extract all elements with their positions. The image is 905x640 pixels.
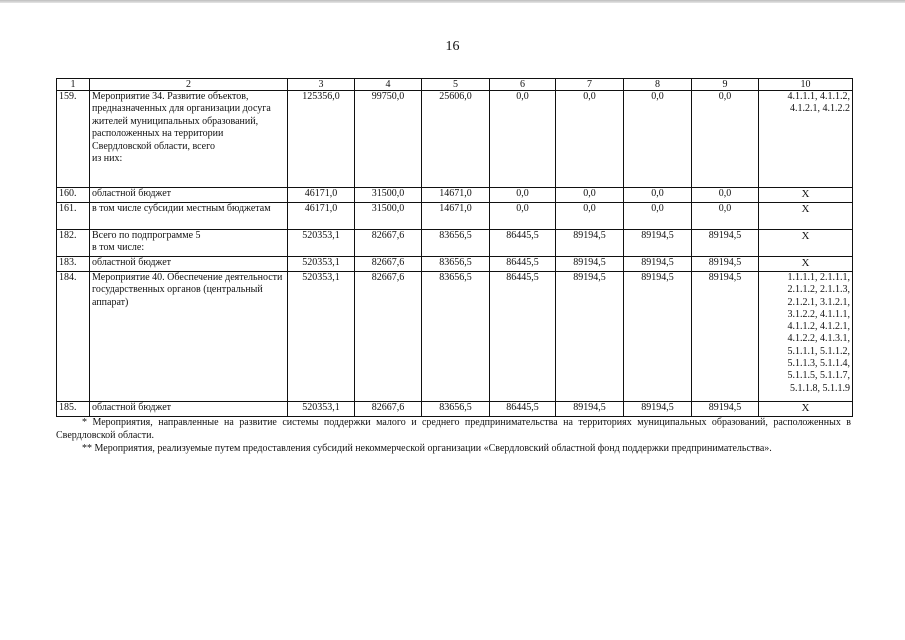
value-col-6: 0,0 [490, 203, 556, 230]
row-name: областной бюджет [90, 402, 288, 417]
value-col-6: 0,0 [490, 188, 556, 203]
column-header: 2 [90, 79, 288, 91]
header-row [57, 79, 853, 91]
column-header: 10 [759, 79, 853, 91]
row-index: 182. [57, 230, 90, 257]
value-col-7: 89194,5 [556, 230, 624, 257]
value-col-5: 83656,5 [422, 230, 490, 257]
column-header: 1 [57, 79, 90, 91]
value-col-4: 82667,6 [355, 230, 422, 257]
value-col-9: 0,0 [692, 188, 759, 203]
column-header: 6 [490, 79, 556, 91]
value-col-4: 99750,0 [355, 91, 422, 188]
budget-table [56, 78, 853, 417]
value-col-9: 89194,5 [692, 230, 759, 257]
table-row [57, 230, 853, 257]
row-index: 161. [57, 203, 90, 230]
value-col-8: 0,0 [624, 91, 692, 188]
footnotes [56, 417, 851, 456]
row-index: 184. [57, 272, 90, 402]
value-col-9: 0,0 [692, 91, 759, 188]
footnote-2: ** Мероприятия, реализуемые путем предоставления субсидий некоммерческой организации «Свердловский областной фонд поддержки предпринимательства». [82, 443, 772, 454]
table-body [57, 79, 853, 417]
row-index: 160. [57, 188, 90, 203]
target-indicator-codes: 4.1.1.1, 4.1.1.2, 4.1.2.1, 4.1.2.2 [759, 91, 853, 188]
target-indicator-codes: X [759, 230, 853, 257]
value-col-9: 0,0 [692, 203, 759, 230]
target-indicator-codes: 1.1.1.1, 2.1.1.1, 2.1.1.2, 2.1.1.3, 2.1.2.1, 3.1.2.1, 3.1.2.2, 4.1.1.1, 4.1.1.2, 4.1.2.1, 4.1.2.2, 4.1.3.1, 5.1.1.1, 5.1.1.2, 5.1.1.3, 5.1.1.4, 5.1.1.5, 5.1.1.7, 5.1.1.8, 5.1.1.9 [759, 272, 853, 402]
value-col-5: 14671,0 [422, 188, 490, 203]
value-col-9: 89194,5 [692, 272, 759, 402]
value-col-8: 0,0 [624, 188, 692, 203]
target-indicator-codes: X [759, 203, 853, 230]
footnote-1: * Мероприятия, направленные на развитие системы поддержки малого и среднего предпринимательства на территориях муниципальных образований, расположенных в Свердловской области. [56, 417, 851, 441]
value-col-7: 89194,5 [556, 257, 624, 272]
row-index: 183. [57, 257, 90, 272]
value-col-6: 86445,5 [490, 257, 556, 272]
value-col-6: 86445,5 [490, 402, 556, 417]
column-header: 4 [355, 79, 422, 91]
value-col-6: 86445,5 [490, 272, 556, 402]
row-name: областной бюджет [90, 188, 288, 203]
value-col-4: 31500,0 [355, 188, 422, 203]
value-col-8: 89194,5 [624, 402, 692, 417]
table-row [57, 203, 853, 230]
value-col-9: 89194,5 [692, 402, 759, 417]
value-col-9: 89194,5 [692, 257, 759, 272]
table-row [57, 91, 853, 188]
value-col-5: 14671,0 [422, 203, 490, 230]
value-col-8: 0,0 [624, 203, 692, 230]
row-name: Мероприятие 34. Развитие объектов, предназначенных для организации досуга жителей муниципальных образований, расположенных на территории Свердловской области, всего из них: [90, 91, 288, 188]
table-row [57, 402, 853, 417]
column-header: 8 [624, 79, 692, 91]
value-col-3: 125356,0 [288, 91, 355, 188]
table-row [57, 188, 853, 203]
target-indicator-codes: X [759, 402, 853, 417]
value-col-7: 89194,5 [556, 272, 624, 402]
column-header: 5 [422, 79, 490, 91]
table-row [57, 272, 853, 402]
value-col-5: 25606,0 [422, 91, 490, 188]
value-col-3: 520353,1 [288, 402, 355, 417]
row-index: 159. [57, 91, 90, 188]
value-col-4: 82667,6 [355, 402, 422, 417]
row-name: Мероприятие 40. Обеспечение деятельности государственных органов (центральный аппарат) [90, 272, 288, 402]
value-col-3: 520353,1 [288, 257, 355, 272]
column-header: 9 [692, 79, 759, 91]
value-col-3: 520353,1 [288, 272, 355, 402]
row-name: областной бюджет [90, 257, 288, 272]
value-col-7: 0,0 [556, 188, 624, 203]
value-col-5: 83656,5 [422, 402, 490, 417]
row-index: 185. [57, 402, 90, 417]
value-col-6: 86445,5 [490, 230, 556, 257]
scan-top-edge [0, 0, 905, 3]
value-col-4: 82667,6 [355, 257, 422, 272]
row-name: Всего по подпрограмме 5 в том числе: [90, 230, 288, 257]
value-col-5: 83656,5 [422, 272, 490, 402]
value-col-7: 89194,5 [556, 402, 624, 417]
value-col-4: 31500,0 [355, 203, 422, 230]
value-col-3: 520353,1 [288, 230, 355, 257]
value-col-3: 46171,0 [288, 188, 355, 203]
value-col-8: 89194,5 [624, 230, 692, 257]
column-header: 3 [288, 79, 355, 91]
target-indicator-codes: X [759, 257, 853, 272]
page-number: 16 [445, 39, 460, 54]
value-col-5: 83656,5 [422, 257, 490, 272]
value-col-8: 89194,5 [624, 257, 692, 272]
value-col-7: 0,0 [556, 203, 624, 230]
row-name: в том числе субсидии местным бюджетам [90, 203, 288, 230]
target-indicator-codes: X [759, 188, 853, 203]
value-col-7: 0,0 [556, 91, 624, 188]
value-col-6: 0,0 [490, 91, 556, 188]
column-header: 7 [556, 79, 624, 91]
value-col-8: 89194,5 [624, 272, 692, 402]
table-row [57, 257, 853, 272]
value-col-3: 46171,0 [288, 203, 355, 230]
value-col-4: 82667,6 [355, 272, 422, 402]
